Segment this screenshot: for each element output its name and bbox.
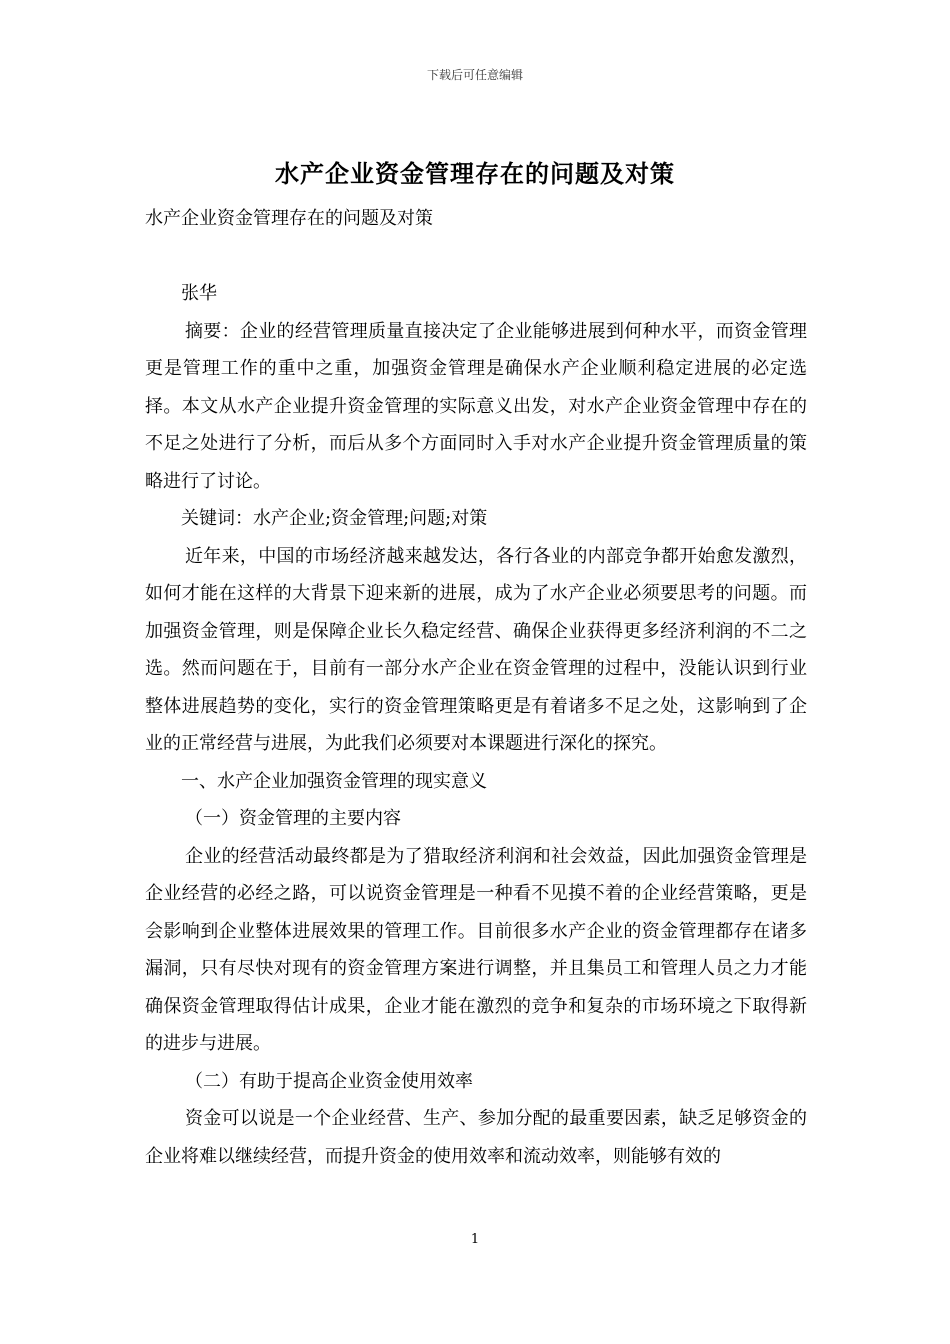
intro-paragraph: 近年来，中国的市场经济越来越发达，各行各业的内部竞争都开始愈发激烈，如何才能在这样的大背景下迎来新的进展，成为了水产企业必须要思考的问题。而加强资金管理，则是保障企业长久稳定经营、确保企业获得更多经济利润的不二之选。然而问题在于，目前有一部分水产企业在资金管理的过程中，没能认识到行业整体进展趋势的变化，实行的资金管理策略更是有着诸多不足之处，这影响到了企业的正常经营与进展，为此我们必须要对本课题进行深化的探究。 bbox=[145, 545, 807, 754]
blank-line bbox=[145, 238, 807, 276]
subsection-2-paragraph: 资金可以说是一个企业经营、生产、参加分配的最重要因素，缺乏足够资金的企业将难以继续经营，而提升资金的使用效率和流动效率，则能够有效的 bbox=[145, 1108, 807, 1167]
abstract-paragraph: 摘要：企业的经营管理质量直接决定了企业能够进展到何种水平，而资金管理更是管理工作的重中之重，加强资金管理是确保水产企业顺利稳定进展的必定选择。本文从水产企业提升资金管理的实际意义出发，对水产企业资金管理中存在的不足之处进行了分析，而后从多个方面同时入手对水产企业提升资金管理质量的策略进行了讨论。 bbox=[145, 320, 807, 492]
subsection-heading-1: （一）资金管理的主要内容 bbox=[185, 808, 401, 829]
section-heading-1: 一、水产企业加强资金管理的现实意义 bbox=[181, 770, 487, 792]
keywords-line: 关键词：水产企业;资金管理;问题;对策 bbox=[181, 508, 488, 529]
page-header-note: 下载后可任意编辑 bbox=[426, 68, 523, 82]
author: 张华 bbox=[181, 283, 217, 304]
page-number: 1 bbox=[470, 1232, 480, 1247]
subtitle: 水产企业资金管理存在的问题及对策 bbox=[145, 208, 433, 229]
subsection-1-paragraph: 企业的经营活动最终都是为了猎取经济利润和社会效益，因此加强资金管理是企业经营的必经之路，可以说资金管理是一种看不见摸不着的企业经营策略，更是会影响到企业整体进展效果的管理工作。目前很多水产企业的资金管理都存在诸多漏洞，只有尽快对现有的资金管理方案进行调整，并且集员工和管理人员之力才能确保资金管理取得估计成果，企业才能在激烈的竞争和复杂的市场环境之下取得新的进步与进展。 bbox=[145, 845, 807, 1054]
document-title: 水产企业资金管理存在的问题及对策 bbox=[275, 159, 675, 188]
document-body bbox=[145, 200, 807, 1175]
subsection-heading-2: （二）有助于提高企业资金使用效率 bbox=[185, 1070, 473, 1092]
